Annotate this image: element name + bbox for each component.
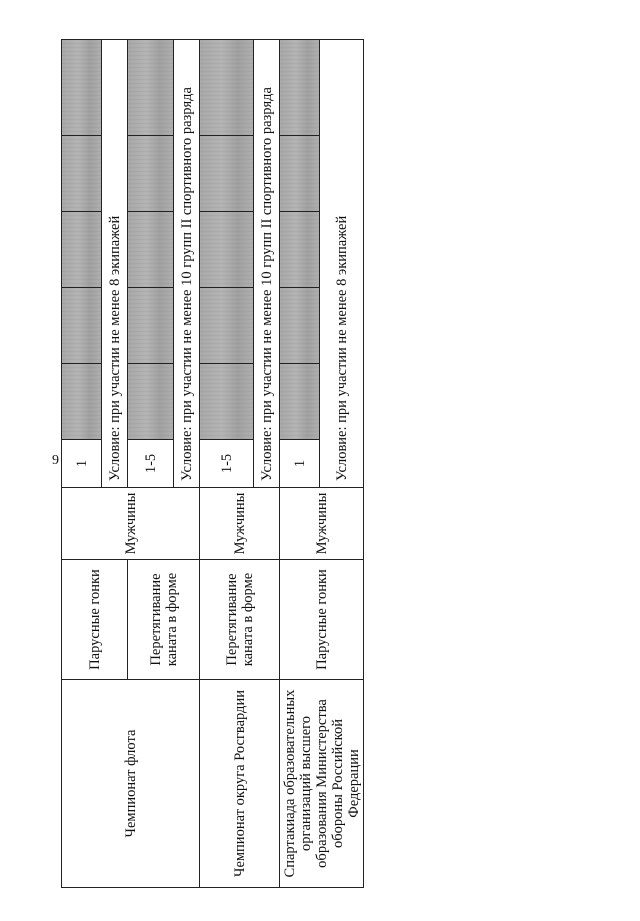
shaded-cell [128, 288, 174, 364]
shaded-cell [200, 364, 254, 440]
shaded-cell [128, 136, 174, 212]
shaded-cell [200, 136, 254, 212]
sport-cell: Парусные гонки [280, 560, 364, 680]
condition-cell: Условие: при участии не менее 8 экипажей [320, 40, 364, 488]
event-cell: Чемпионат округа Росгвардии [200, 680, 280, 888]
shaded-cell [280, 40, 320, 136]
shaded-cell [128, 364, 174, 440]
shaded-cell [280, 212, 320, 288]
sex-cell: Мужчины [200, 488, 280, 560]
shaded-cell [128, 40, 174, 136]
event-cell: Чемпионат флота [62, 680, 200, 888]
table-row [280, 40, 320, 888]
table-row [200, 40, 254, 888]
ranking-table [61, 39, 364, 888]
shaded-cell [62, 40, 102, 136]
shaded-cell [200, 212, 254, 288]
table-rotation-wrapper [61, 40, 363, 888]
shaded-cell [128, 212, 174, 288]
shaded-cell [62, 136, 102, 212]
sport-cell: Перетягивание каната в форме [128, 560, 200, 680]
condition-cell: Условие: при участии не менее 8 экипажей [102, 40, 128, 488]
place-cell: 1 [280, 440, 320, 488]
page-number: 9 [52, 453, 59, 468]
shaded-cell [62, 288, 102, 364]
sport-cell: Перетягивание каната в форме [200, 560, 280, 680]
shaded-cell [280, 364, 320, 440]
sex-cell: Мужчины [280, 488, 364, 560]
shaded-cell [200, 288, 254, 364]
shaded-cell [62, 364, 102, 440]
sport-cell: Парусные гонки [62, 560, 128, 680]
shaded-cell [280, 136, 320, 212]
rotated-table-area [61, 40, 363, 888]
shaded-cell [200, 40, 254, 136]
shaded-cell [62, 212, 102, 288]
place-cell: 1-5 [200, 440, 254, 488]
shaded-cell [280, 288, 320, 364]
condition-cell: Условие: при участии не менее 10 групп II спортивного разряда [254, 40, 280, 488]
condition-cell: Условие: при участии не менее 10 групп II спортивного разряда [174, 40, 200, 488]
place-cell: 1-5 [128, 440, 174, 488]
sex-cell: Мужчины [62, 488, 200, 560]
table-row [62, 40, 102, 888]
place-cell: 1 [62, 440, 102, 488]
event-cell: Спартакиада образовательных организаций высшего образования Министерства обороны Российской Федерации [280, 680, 364, 888]
